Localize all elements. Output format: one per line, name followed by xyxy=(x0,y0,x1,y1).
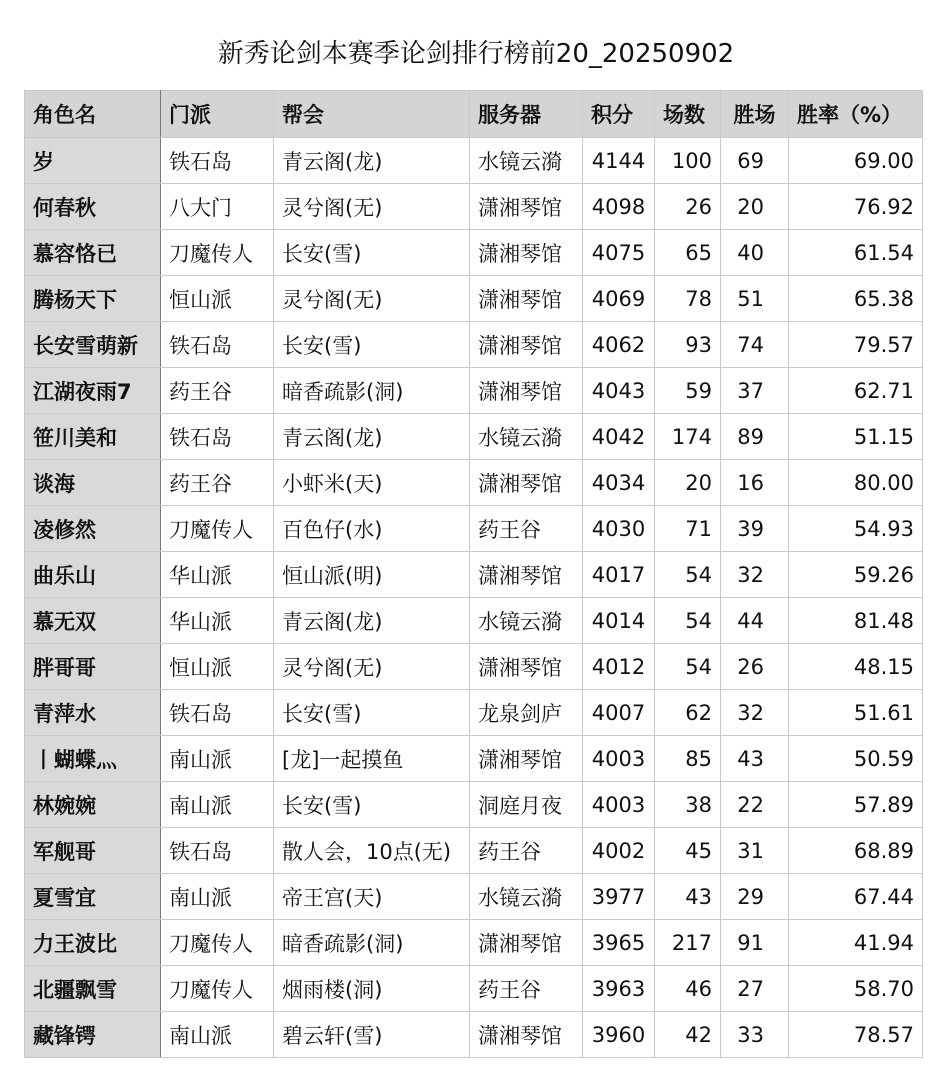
cell-wins: 20 xyxy=(721,184,789,230)
cell-matches: 26 xyxy=(655,184,721,230)
cell-server: 药王谷 xyxy=(470,828,583,874)
cell-sect: 铁石岛 xyxy=(161,828,274,874)
cell-sect: 南山派 xyxy=(161,736,274,782)
table-row xyxy=(25,138,923,184)
table-row xyxy=(25,874,923,920)
cell-winrate: 69.00 xyxy=(789,138,923,184)
cell-sect: 刀魔传人 xyxy=(161,920,274,966)
table-row xyxy=(25,322,923,368)
cell-winrate: 48.15 xyxy=(789,644,923,690)
cell-score: 3965 xyxy=(583,920,655,966)
cell-score: 4042 xyxy=(583,414,655,460)
cell-score: 4003 xyxy=(583,782,655,828)
cell-server: 潇湘琴馆 xyxy=(470,230,583,276)
header-wins: 胜场 xyxy=(721,91,789,138)
cell-wins: 43 xyxy=(721,736,789,782)
table-row xyxy=(25,414,923,460)
cell-score: 4098 xyxy=(583,184,655,230)
header-name: 角色名 xyxy=(25,91,161,138)
cell-guild: 暗香疏影(洞) xyxy=(274,920,470,966)
cell-server: 潇湘琴馆 xyxy=(470,920,583,966)
cell-score: 4075 xyxy=(583,230,655,276)
cell-winrate: 59.26 xyxy=(789,552,923,598)
cell-wins: 51 xyxy=(721,276,789,322)
cell-guild: 小虾米(天) xyxy=(274,460,470,506)
cell-winrate: 61.54 xyxy=(789,230,923,276)
cell-server: 潇湘琴馆 xyxy=(470,184,583,230)
cell-name: 慕容恪已 xyxy=(25,230,161,276)
cell-name: 青萍水 xyxy=(25,690,161,736)
cell-wins: 40 xyxy=(721,230,789,276)
cell-matches: 45 xyxy=(655,828,721,874)
cell-name: 谈海 xyxy=(25,460,161,506)
cell-name: 藏锋锷 xyxy=(25,1012,161,1058)
cell-guild: 恒山派(明) xyxy=(274,552,470,598)
page-title: 新秀论剑本赛季论剑排行榜前20_20250902 xyxy=(217,39,735,69)
cell-guild: 青云阁(龙) xyxy=(274,414,470,460)
cell-score: 3960 xyxy=(583,1012,655,1058)
cell-score: 4007 xyxy=(583,690,655,736)
cell-winrate: 81.48 xyxy=(789,598,923,644)
cell-winrate: 79.57 xyxy=(789,322,923,368)
table-row xyxy=(25,230,923,276)
cell-sect: 八大门 xyxy=(161,184,274,230)
cell-wins: 31 xyxy=(721,828,789,874)
cell-guild: [龙]一起摸鱼 xyxy=(274,736,470,782)
cell-matches: 54 xyxy=(655,598,721,644)
cell-guild: 暗香疏影(洞) xyxy=(274,368,470,414)
cell-server: 潇湘琴馆 xyxy=(470,1012,583,1058)
table-row xyxy=(25,828,923,874)
header-matches: 场数 xyxy=(655,91,721,138)
cell-matches: 65 xyxy=(655,230,721,276)
cell-server: 水镜云漪 xyxy=(470,414,583,460)
cell-guild: 散人会，10点(无) xyxy=(274,828,470,874)
cell-score: 4017 xyxy=(583,552,655,598)
cell-matches: 59 xyxy=(655,368,721,414)
cell-wins: 27 xyxy=(721,966,789,1012)
table-header xyxy=(25,91,923,138)
cell-matches: 46 xyxy=(655,966,721,1012)
cell-guild: 长安(雪) xyxy=(274,690,470,736)
table-row xyxy=(25,736,923,782)
cell-score: 4062 xyxy=(583,322,655,368)
cell-guild: 青云阁(龙) xyxy=(274,138,470,184)
cell-matches: 85 xyxy=(655,736,721,782)
table-row xyxy=(25,1012,923,1058)
header-winrate: 胜率（%） xyxy=(789,91,923,138)
table-row xyxy=(25,368,923,414)
cell-sect: 华山派 xyxy=(161,598,274,644)
cell-name: 林婉婉 xyxy=(25,782,161,828)
cell-matches: 78 xyxy=(655,276,721,322)
table-row xyxy=(25,460,923,506)
cell-name: 笹川美和 xyxy=(25,414,161,460)
cell-name: 夏雪宜 xyxy=(25,874,161,920)
cell-server: 潇湘琴馆 xyxy=(470,368,583,414)
cell-score: 4069 xyxy=(583,276,655,322)
cell-matches: 174 xyxy=(655,414,721,460)
cell-winrate: 62.71 xyxy=(789,368,923,414)
table-body xyxy=(25,138,923,1058)
cell-name: 胖哥哥 xyxy=(25,644,161,690)
cell-winrate: 80.00 xyxy=(789,460,923,506)
cell-wins: 16 xyxy=(721,460,789,506)
cell-sect: 铁石岛 xyxy=(161,690,274,736)
cell-name: 长安雪萌新 xyxy=(25,322,161,368)
cell-server: 药王谷 xyxy=(470,506,583,552)
table-row xyxy=(25,644,923,690)
cell-guild: 灵兮阁(无) xyxy=(274,184,470,230)
cell-score: 4002 xyxy=(583,828,655,874)
cell-matches: 93 xyxy=(655,322,721,368)
cell-winrate: 76.92 xyxy=(789,184,923,230)
cell-wins: 69 xyxy=(721,138,789,184)
cell-sect: 南山派 xyxy=(161,1012,274,1058)
cell-matches: 20 xyxy=(655,460,721,506)
cell-guild: 灵兮阁(无) xyxy=(274,644,470,690)
cell-matches: 54 xyxy=(655,644,721,690)
header-score: 积分 xyxy=(583,91,655,138)
cell-wins: 37 xyxy=(721,368,789,414)
header-server: 服务器 xyxy=(470,91,583,138)
cell-winrate: 58.70 xyxy=(789,966,923,1012)
cell-name: 曲乐山 xyxy=(25,552,161,598)
cell-matches: 217 xyxy=(655,920,721,966)
cell-wins: 32 xyxy=(721,690,789,736)
cell-server: 潇湘琴馆 xyxy=(470,276,583,322)
cell-sect: 刀魔传人 xyxy=(161,966,274,1012)
cell-guild: 长安(雪) xyxy=(274,782,470,828)
header-sect: 门派 xyxy=(161,91,274,138)
cell-sect: 铁石岛 xyxy=(161,322,274,368)
cell-wins: 74 xyxy=(721,322,789,368)
cell-score: 3963 xyxy=(583,966,655,1012)
cell-wins: 22 xyxy=(721,782,789,828)
cell-guild: 百色仔(水) xyxy=(274,506,470,552)
cell-wins: 89 xyxy=(721,414,789,460)
cell-server: 潇湘琴馆 xyxy=(470,460,583,506)
cell-wins: 44 xyxy=(721,598,789,644)
cell-server: 药王谷 xyxy=(470,966,583,1012)
table-row xyxy=(25,966,923,1012)
header-row xyxy=(25,91,923,138)
cell-winrate: 50.59 xyxy=(789,736,923,782)
cell-winrate: 67.44 xyxy=(789,874,923,920)
cell-score: 4014 xyxy=(583,598,655,644)
cell-name: 慕无双 xyxy=(25,598,161,644)
table-row xyxy=(25,276,923,322)
cell-matches: 62 xyxy=(655,690,721,736)
cell-winrate: 65.38 xyxy=(789,276,923,322)
cell-guild: 青云阁(龙) xyxy=(274,598,470,644)
cell-sect: 南山派 xyxy=(161,782,274,828)
cell-wins: 91 xyxy=(721,920,789,966)
cell-guild: 长安(雪) xyxy=(274,230,470,276)
cell-wins: 26 xyxy=(721,644,789,690)
cell-name: 北疆飘雪 xyxy=(25,966,161,1012)
cell-score: 4012 xyxy=(583,644,655,690)
cell-guild: 帝王宫(天) xyxy=(274,874,470,920)
cell-server: 洞庭月夜 xyxy=(470,782,583,828)
cell-wins: 32 xyxy=(721,552,789,598)
cell-winrate: 54.93 xyxy=(789,506,923,552)
cell-server: 潇湘琴馆 xyxy=(470,736,583,782)
cell-matches: 100 xyxy=(655,138,721,184)
cell-sect: 铁石岛 xyxy=(161,414,274,460)
cell-score: 3977 xyxy=(583,874,655,920)
cell-winrate: 41.94 xyxy=(789,920,923,966)
cell-wins: 29 xyxy=(721,874,789,920)
cell-wins: 33 xyxy=(721,1012,789,1058)
table-row xyxy=(25,506,923,552)
cell-winrate: 68.89 xyxy=(789,828,923,874)
cell-name: 凌修然 xyxy=(25,506,161,552)
table-row xyxy=(25,184,923,230)
cell-name: 岁 xyxy=(25,138,161,184)
cell-winrate: 51.15 xyxy=(789,414,923,460)
cell-score: 4034 xyxy=(583,460,655,506)
cell-sect: 铁石岛 xyxy=(161,138,274,184)
cell-score: 4003 xyxy=(583,736,655,782)
cell-name: 江湖夜雨7 xyxy=(25,368,161,414)
cell-sect: 药王谷 xyxy=(161,368,274,414)
cell-winrate: 51.61 xyxy=(789,690,923,736)
cell-sect: 药王谷 xyxy=(161,460,274,506)
cell-sect: 刀魔传人 xyxy=(161,230,274,276)
cell-name: 何春秋 xyxy=(25,184,161,230)
cell-score: 4043 xyxy=(583,368,655,414)
cell-score: 4030 xyxy=(583,506,655,552)
cell-guild: 碧云轩(雪) xyxy=(274,1012,470,1058)
cell-winrate: 57.89 xyxy=(789,782,923,828)
cell-score: 4144 xyxy=(583,138,655,184)
cell-name: 腾杨天下 xyxy=(25,276,161,322)
cell-name: 丨蝴蝶灬 xyxy=(25,736,161,782)
table-row xyxy=(25,598,923,644)
cell-matches: 38 xyxy=(655,782,721,828)
cell-matches: 42 xyxy=(655,1012,721,1058)
cell-server: 潇湘琴馆 xyxy=(470,552,583,598)
cell-server: 潇湘琴馆 xyxy=(470,322,583,368)
ranking-table xyxy=(24,90,923,1058)
cell-server: 水镜云漪 xyxy=(470,874,583,920)
cell-sect: 恒山派 xyxy=(161,644,274,690)
cell-matches: 54 xyxy=(655,552,721,598)
cell-guild: 烟雨楼(洞) xyxy=(274,966,470,1012)
cell-server: 水镜云漪 xyxy=(470,598,583,644)
table-row xyxy=(25,690,923,736)
cell-sect: 刀魔传人 xyxy=(161,506,274,552)
cell-sect: 华山派 xyxy=(161,552,274,598)
table-row xyxy=(25,552,923,598)
cell-server: 潇湘琴馆 xyxy=(470,644,583,690)
cell-sect: 南山派 xyxy=(161,874,274,920)
cell-wins: 39 xyxy=(721,506,789,552)
table-row xyxy=(25,782,923,828)
cell-matches: 43 xyxy=(655,874,721,920)
cell-server: 龙泉剑庐 xyxy=(470,690,583,736)
header-guild: 帮会 xyxy=(274,91,470,138)
cell-name: 力王波比 xyxy=(25,920,161,966)
cell-guild: 长安(雪) xyxy=(274,322,470,368)
cell-guild: 灵兮阁(无) xyxy=(274,276,470,322)
cell-server: 水镜云漪 xyxy=(470,138,583,184)
table-row xyxy=(25,920,923,966)
cell-winrate: 78.57 xyxy=(789,1012,923,1058)
cell-sect: 恒山派 xyxy=(161,276,274,322)
cell-name: 军舰哥 xyxy=(25,828,161,874)
cell-matches: 71 xyxy=(655,506,721,552)
